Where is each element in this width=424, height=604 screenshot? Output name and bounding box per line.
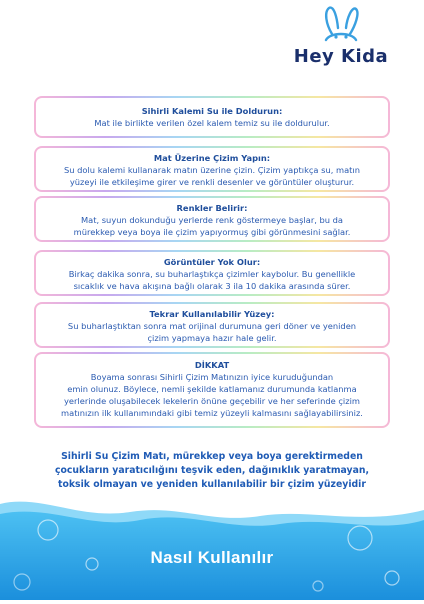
warning-text: matınızın ilk kullanımındaki gibi temiz yüzeyli kalmasını sağlayabilirsiniz. <box>61 408 363 418</box>
step-card-disappear <box>34 250 390 296</box>
step-text: yüzeyi ile etkileşime girer ve renkli desenler ve görüntüler oluşturur. <box>69 177 355 187</box>
step-text: çizim yapmaya hazır hale gelir. <box>147 333 277 343</box>
step-text: Su buharlaştıktan sonra mat orijinal durumuna geri döner ve yeniden <box>67 321 357 331</box>
step-title: Sihirli Kalemi Su ile Doldurun: <box>141 106 283 116</box>
step-title: Görüntüler Yok Olur: <box>163 257 261 267</box>
step-card-draw <box>34 146 390 192</box>
summary-line: Sihirli Su Çizim Matı, mürekkep veya boya gerektirmeden <box>61 451 363 462</box>
warning-text: Boyama sonrası Sihirli Çizim Matınızın iyice kuruduğundan <box>90 372 334 382</box>
brand-name: Hey Kida <box>293 46 389 67</box>
step-title: Renkler Belirir: <box>176 203 248 213</box>
bunny-icon <box>316 4 366 46</box>
water-wave-banner <box>0 490 424 600</box>
summary-line: çocukların yaratıcılığını teşvik eden, dağınıklık yaratmayan, <box>54 465 370 476</box>
step-card-colors <box>34 196 390 242</box>
step-text: mürekkep veya boya ile çizim yapıyormuş gibi görünmesini sağlar. <box>73 227 351 237</box>
warning-title: DİKKAT <box>194 360 230 370</box>
step-text: Birkaç dakika sonra, su buharlaştıkça çizimler kaybolur. Bu genellikle <box>68 269 356 279</box>
warning-card <box>34 352 390 428</box>
product-summary <box>30 450 394 492</box>
warning-text: yerlerinde oluşabilecek lekelerin önüne geçebilir ve her seferinde çizim <box>64 396 360 406</box>
step-text: Su dolu kalemi kullanarak matın üzerine çizin. Çizim yaptıkça su, matın <box>63 165 360 175</box>
step-card-fill-pen <box>34 96 390 138</box>
how-to-use-title: Nasıl Kullanılır <box>150 548 274 567</box>
step-title: Tekrar Kullanılabilir Yüzey: <box>149 309 275 319</box>
brand-logo <box>282 4 400 74</box>
step-text: sıcaklık ve hava akışına bağlı olarak 3 ila 10 dakika arasında sürer. <box>73 281 351 291</box>
warning-text: emin olunuz. Böylece, nemli şekilde katlamanız durumunda katlanma <box>67 384 357 394</box>
wave-graphic <box>0 490 424 600</box>
step-title: Mat Üzerine Çizim Yapın: <box>153 153 271 163</box>
step-text: Mat, suyun dokunduğu yerlerde renk göstermeye başlar, bu da <box>80 215 344 225</box>
step-card-reusable <box>34 302 390 348</box>
summary-line: toksik olmayan ve yeniden kullanılabilir bir çizim yüzeyidir <box>58 479 366 490</box>
step-text: Mat ile birlikte verilen özel kalem temiz su ile doldurulur. <box>94 118 330 128</box>
